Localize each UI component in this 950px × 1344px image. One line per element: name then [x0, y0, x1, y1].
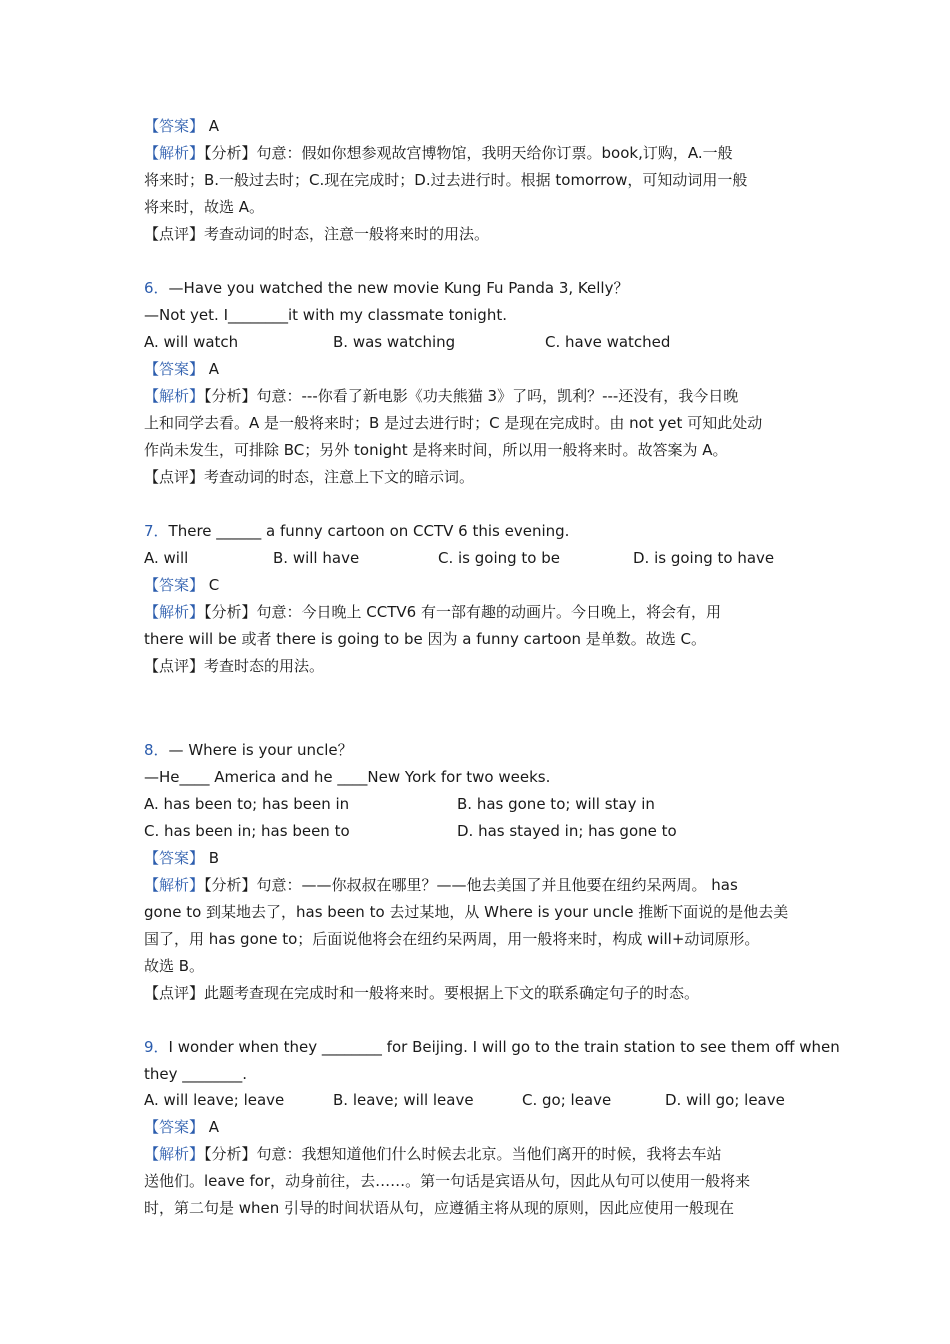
q7-option-b: B. will have — [273, 549, 360, 567]
q5-analysis-line — [144, 143, 733, 163]
q9-analysis-line — [144, 1144, 722, 1164]
analysis-text: 【分析】句意：今日晚上 CCTV6 有一部有趣的动画片。今日晚上，将会有，用 — [204, 603, 721, 621]
q6-option-c: C. have watched — [545, 333, 671, 351]
q5-analysis-line: 将来时；B.一般过去时；C.现在完成时；D.过去进行时。根据 tomorrow，可知动词用一般 — [144, 171, 748, 189]
answer-value: A — [208, 360, 220, 378]
answer-value: C — [208, 576, 220, 594]
q6-option-a: A. will watch — [144, 333, 239, 351]
q6-answer-line — [144, 359, 219, 379]
q7-comment: 【点评】考查时态的用法。 — [144, 657, 325, 675]
answer-value: A — [208, 117, 220, 135]
q8-analysis-line: gone to 到某地去了，has been to 去过某地，从 Where is your uncle 推断下面说的是他去美 — [144, 903, 789, 921]
q5-analysis-line: 将来时，故选 A。 — [144, 198, 265, 216]
q9-option-a: A. will leave; leave — [144, 1091, 285, 1109]
analysis-tag: 【解析】 — [144, 1145, 205, 1163]
q7-analysis-line: there will be 或者 there is going to be 因为 a funny cartoon 是单数。故选 C。 — [144, 630, 707, 648]
q8-option-b: B. has gone to; will stay in — [457, 795, 655, 813]
q6-analysis-line: 上和同学去看。A 是一般将来时；B 是过去进行时；C 是现在完成时。由 not yet 可知此处动 — [144, 414, 763, 432]
question-number: 9． — [144, 1038, 169, 1056]
question-stem-text: —Have you watched the new movie Kung Fu Panda 3, Kelly？ — [168, 279, 629, 297]
analysis-text: 【分析】句意：假如你想参观故宫博物馆，我明天给你订票。book,订购，A.一般 — [204, 144, 733, 162]
answer-tag: 【答案】 — [144, 849, 205, 867]
q8-option-a: A. has been to; has been in — [144, 795, 350, 813]
q8-option-c: C. has been in; has been to — [144, 822, 350, 840]
q7-analysis-line — [144, 602, 721, 622]
analysis-text: 【分析】句意：---你看了新电影《功夫熊猫 3》了吗，凯利？---还没有，我今日晚 — [204, 387, 739, 405]
answer-tag: 【答案】 — [144, 360, 205, 378]
question-number: 7． — [144, 522, 169, 540]
q8-answer-line — [144, 848, 219, 868]
q9-analysis-line: 时，第二句是 when 引导的时间状语从句，应遵循主将从现的原则，因此应使用一般现在 — [144, 1199, 735, 1217]
q9-option-c: C. go; leave — [522, 1091, 612, 1109]
answer-value: A — [208, 1118, 220, 1136]
answer-tag: 【答案】 — [144, 1118, 205, 1136]
q9-answer-line — [144, 1117, 219, 1137]
q7-answer-line — [144, 575, 219, 595]
q6-analysis-line: 作尚未发生，可排除 BC；另外 tonight 是将来时间，所以用一般将来时。故答案为 A。 — [144, 441, 728, 459]
q9-option-b: B. leave; will leave — [333, 1091, 474, 1109]
q5-comment: 【点评】考查动词的时态，注意一般将来时的用法。 — [144, 225, 490, 243]
analysis-tag: 【解析】 — [144, 603, 205, 621]
q6-stem-line: —Not yet. I________it with my classmate tonight. — [144, 306, 507, 324]
q8-analysis-line: 故选 B。 — [144, 957, 205, 975]
answer-tag: 【答案】 — [144, 117, 205, 135]
q6-analysis-line — [144, 386, 738, 406]
q9-stem-line: they ________. — [144, 1065, 248, 1083]
q8-analysis-line — [144, 875, 738, 895]
question-stem-text: I wonder when they ________ for Beijing. I will go to the train station to see them off when — [168, 1038, 840, 1056]
q6-comment: 【点评】考查动词的时态，注意上下文的暗示词。 — [144, 468, 475, 486]
analysis-tag: 【解析】 — [144, 387, 205, 405]
analysis-tag: 【解析】 — [144, 876, 205, 894]
q8-comment: 【点评】此题考查现在完成时和一般将来时。要根据上下文的联系确定句子的时态。 — [144, 984, 700, 1002]
question-stem-text: — Where is your uncle？ — [168, 741, 353, 759]
q8-stem — [144, 740, 353, 760]
analysis-text: 【分析】句意：我想知道他们什么时候去北京。当他们离开的时候，我将去车站 — [204, 1145, 722, 1163]
q7-option-c: C. is going to be — [438, 549, 560, 567]
q6-stem — [144, 278, 628, 298]
q9-analysis-line: 送他们。leave for，动身前往，去……。第一句话是宾语从句，因此从句可以使用一般将来 — [144, 1172, 751, 1190]
q7-stem — [144, 521, 569, 541]
q7-option-a: A. will — [144, 549, 189, 567]
q9-stem — [144, 1037, 840, 1057]
q6-option-b: B. was watching — [333, 333, 456, 351]
q9-option-d: D. will go; leave — [665, 1091, 785, 1109]
analysis-tag: 【解析】 — [144, 144, 205, 162]
analysis-text: 【分析】句意：——你叔叔在哪里？——他去美国了并且他要在纽约呆两周。 has — [204, 876, 738, 894]
answer-value: B — [208, 849, 220, 867]
question-stem-text: There ______ a funny cartoon on CCTV 6 this evening. — [168, 522, 570, 540]
q7-option-d: D. is going to have — [633, 549, 775, 567]
q8-stem-line: —He____ America and he ____New York for two weeks. — [144, 768, 551, 786]
q8-analysis-line: 国了，用 has gone to；后面说他将会在纽约呆两周，用一般将来时，构成 will+动词原形。 — [144, 930, 760, 948]
q5-answer-line — [144, 116, 219, 136]
question-number: 8． — [144, 741, 169, 759]
answer-tag: 【答案】 — [144, 576, 205, 594]
q8-option-d: D. has stayed in; has gone to — [457, 822, 677, 840]
question-number: 6． — [144, 279, 169, 297]
